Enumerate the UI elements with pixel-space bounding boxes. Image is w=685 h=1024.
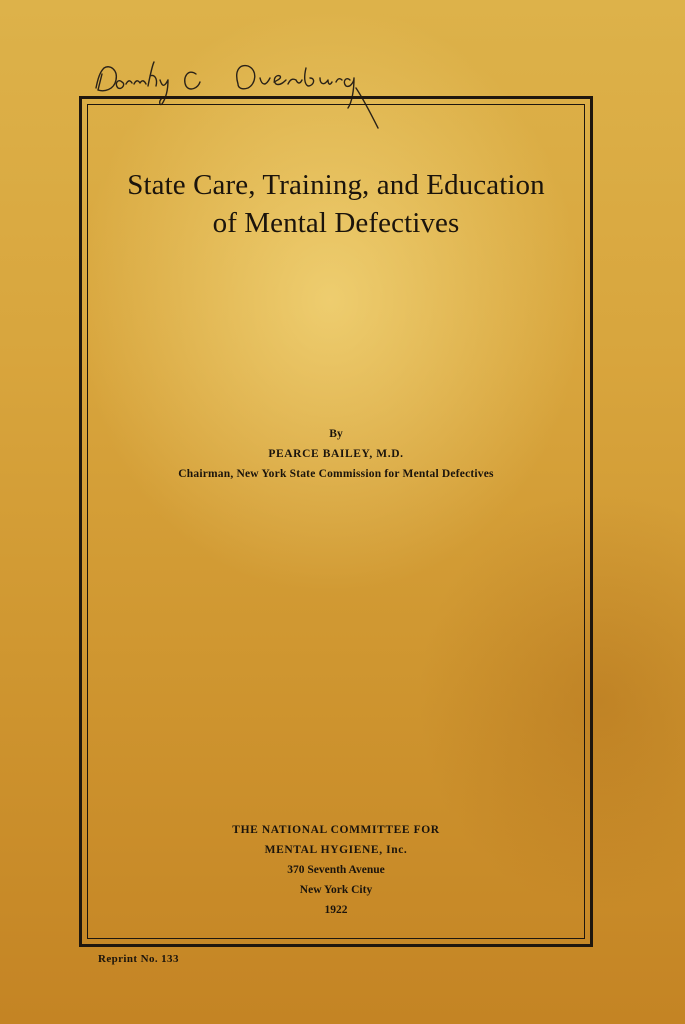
reprint-number: Reprint No. 133 (98, 953, 179, 965)
byline-by: By (329, 428, 343, 440)
publisher-line-1: THE NATIONAL COMMITTEE FOR (232, 824, 440, 836)
author-role: Chairman, New York State Commission for Mental Defectives (178, 468, 494, 480)
title-line-1: State Care, Training, and Education (127, 169, 545, 201)
title-line-2: of Mental Defectives (212, 207, 460, 239)
publication-year: 1922 (324, 904, 348, 916)
publisher-city: New York City (299, 884, 373, 896)
author-name: PEARCE BAILEY, M.D. (268, 448, 404, 460)
publisher-line-2: MENTAL HYGIENE, Inc. (264, 844, 408, 856)
byline (87, 424, 585, 484)
publisher-address: 370 Seventh Avenue (287, 864, 385, 876)
document-title (87, 166, 585, 242)
publisher-block (87, 820, 585, 920)
